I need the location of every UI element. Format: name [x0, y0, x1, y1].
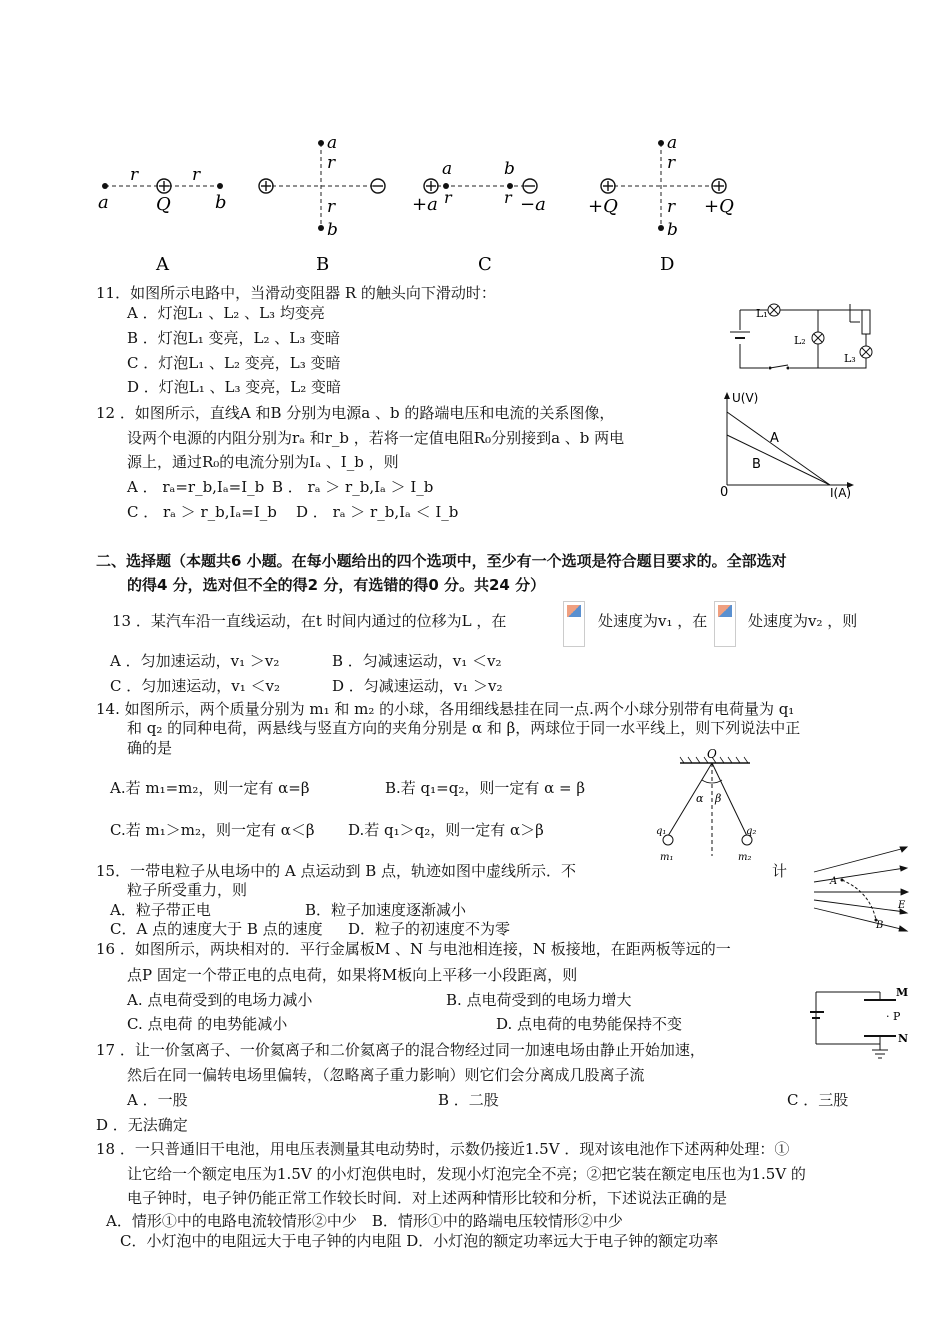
field-label-e: E	[898, 900, 906, 911]
q18-line2: 让它给一个额定电压为1.5V 的小灯泡供电时，发现小灯泡完全不亮；②把它装在额定电压也为1.5V 的	[127, 1165, 806, 1183]
circuit-l1: L₁	[756, 307, 768, 320]
q13-stem-c: 处速度为v₂ ，则	[748, 612, 858, 630]
graph-line-a: A	[770, 431, 779, 446]
graph-xlabel: I(A)	[830, 486, 852, 500]
diagram-c-label: C	[478, 254, 492, 275]
q15-option-a[interactable]: A．粒子带正电	[110, 901, 211, 919]
q17-option-d[interactable]: D ．无法确定	[96, 1116, 188, 1134]
circuit-l2: L₂	[794, 334, 806, 347]
field-point-a: A	[830, 876, 838, 887]
q11-option-c[interactable]: C ．灯泡L₁ 、L₂ 变亮，L₃ 变暗	[127, 354, 341, 372]
q12-line1: 12 ．如图所示，直线A 和B 分别为电源a 、b 的路端电压和电流的关系图像，	[96, 404, 615, 422]
q13-option-b[interactable]: B ．匀减速运动，v₁ ＜v₂	[332, 652, 502, 670]
q15-option-b[interactable]: B．粒子加速度逐渐减小	[305, 901, 467, 919]
diagram-c-a: a	[442, 159, 453, 179]
section2-heading-line1: 二、选择题（本题共6 小题。在每小题给出的四个选项中，至少有一个选项是符合题目要求的。全部选对	[96, 552, 787, 570]
q16-option-b[interactable]: B. 点电荷受到的电场力增大	[446, 991, 632, 1009]
q12-option-b[interactable]: B ． rₐ ＞ r_b,Iₐ ＞ I_b	[272, 478, 434, 496]
formula-image-2	[714, 601, 736, 647]
q16-line2: 点P 固定一个带正电的点电荷，如果将M板向上平移一小段距离，则	[127, 966, 578, 984]
q11-option-d[interactable]: D ．灯泡L₁ 、L₃ 变亮，L₂ 变暗	[127, 378, 342, 396]
diagram-a-q: Q	[156, 194, 171, 215]
q14-option-c[interactable]: C.若 m₁＞m₂，则一定有 α＜β	[110, 821, 315, 839]
diagram-d-r1: r	[667, 153, 676, 173]
pendulum-figure	[650, 746, 780, 866]
diagram-b	[259, 133, 385, 275]
ui-graph	[712, 390, 862, 500]
q16-option-d[interactable]: D. 点电荷的电势能保持不变	[496, 1015, 683, 1033]
diagram-d	[588, 133, 734, 275]
q18-options-cd[interactable]: C．小灯泡中的电阻远大于电子钟的内电阻 D．小灯泡的额定功率远大于电子钟的额定功率	[120, 1232, 719, 1250]
diagram-d-bottom: b	[667, 220, 678, 240]
q14-option-a[interactable]: A.若 m₁=m₂，则一定有 α=β	[110, 779, 310, 797]
q15-line1b: 计	[772, 862, 788, 880]
diagram-a-r1: r	[130, 165, 139, 185]
diagram-b-label: B	[316, 254, 330, 275]
pendulum-q2: q₂	[746, 826, 757, 837]
diagram-d-q1: +Q	[588, 196, 618, 217]
diagram-d-top: a	[667, 133, 678, 153]
capacitor-figure	[810, 982, 910, 1062]
q11-stem: 11．如图所示电路中，当滑动变阻器 R 的触头向下滑动时：	[96, 284, 496, 302]
q17-line2: 然后在同一偏转电场里偏转，（忽略离子重力影响）则它们会分离成几股离子流	[127, 1066, 645, 1084]
diagram-c	[412, 159, 546, 275]
diagram-c-q1: +a	[412, 194, 438, 215]
q15-option-d[interactable]: D．粒子的初速度不为零	[348, 920, 511, 938]
pendulum-q1: q₁	[656, 826, 667, 837]
q14-option-d[interactable]: D.若 q₁＞q₂，则一定有 α＞β	[348, 821, 544, 839]
diagram-a-left: a	[98, 192, 109, 213]
q14-line3: 确的是	[127, 739, 173, 757]
diagram-c-q2: −a	[520, 194, 546, 215]
q12-option-c[interactable]: C ． rₐ ＞ r_b,Iₐ=I_b	[127, 503, 277, 521]
diagram-c-b: b	[504, 159, 515, 179]
diagram-d-r2: r	[667, 197, 676, 217]
diagram-b-r2: r	[327, 197, 336, 217]
q17-line1: 17 ．让一价氢离子、一价氦离子和二价氦离子的混合物经过同一加速电场由静止开始加速，	[96, 1041, 705, 1059]
q13-option-a[interactable]: A ．匀加速运动，v₁ ＞v₂	[110, 652, 280, 670]
diagram-a	[98, 165, 227, 275]
capacitor-m: M	[896, 986, 909, 999]
q17-option-b[interactable]: B ．二股	[438, 1091, 499, 1109]
diagram-b-bottom: b	[327, 220, 338, 240]
q18-line1: 18 ．一只普通旧干电池，用电压表测量其电动势时，示数仍接近1.5V ．现对该电池作下述两种处理：①	[96, 1140, 790, 1158]
diagram-c-r1: r	[444, 188, 452, 207]
q15-line1a: 15．一带电粒子从电场中的 A 点运动到 B 点，轨迹如图中虚线所示．不	[96, 862, 577, 880]
q18-options-ab[interactable]: A．情形①中的电路电流较情形②中少 B．情形①中的路端电压较情形②中少	[106, 1212, 623, 1230]
q17-option-c[interactable]: C ．三股	[787, 1091, 849, 1109]
q16-line1: 16 ．如图所示，两块相对的．平行金属板M 、N 与电池相连接，N 板接地，在距两板等远的一	[96, 940, 731, 958]
graph-line-b: B	[752, 457, 761, 472]
section2-heading-line2: 的得4 分，选对但不全的得2 分，有选错的得0 分。共24 分）	[127, 576, 546, 594]
capacitor-n: N	[898, 1032, 909, 1045]
q15-line2: 粒子所受重力，则	[127, 881, 248, 899]
q18-line3: 电子钟时，电子钟仍能正常工作较长时间．对上述两种情形比较和分析，下述说法正确的是	[127, 1189, 728, 1207]
field-point-b: B	[876, 920, 884, 931]
q14-line2: 和 q₂ 的同种电荷，两悬线与竖直方向的夹角分别是 α 和 β，两球位于同一水平线上，则下列说法中正	[127, 719, 801, 737]
q13-stem-a: 13 ．某汽车沿一直线运动，在t 时间内通过的位移为L ，在	[112, 612, 507, 630]
field-lines-figure	[810, 842, 915, 932]
capacitor-p: · P	[886, 1010, 901, 1023]
diagram-b-r1: r	[327, 153, 336, 173]
q15-option-c[interactable]: C．A 点的速度大于 B 点的速度	[110, 920, 323, 938]
q13-option-d[interactable]: D ．匀减速运动，v₁ ＞v₂	[332, 677, 503, 695]
q13-stem-b: 处速度为v₁ ，在	[598, 612, 708, 630]
q13-option-c[interactable]: C ．匀加速运动，v₁ ＜v₂	[110, 677, 280, 695]
q17-option-a[interactable]: A ．一股	[127, 1091, 188, 1109]
pendulum-m2: m₂	[738, 852, 752, 863]
q12-option-a[interactable]: A ． rₐ=r_b,Iₐ=I_b	[127, 478, 265, 496]
q12-line2: 设两个电源的内阻分别为rₐ 和r_b ，若将一定值电阻R₀分别接到a 、b 两电	[127, 429, 625, 447]
formula-image-1	[563, 601, 585, 647]
q12-line3: 源上，通过R₀的电流分别为Iₐ 、I_b ，则	[127, 453, 399, 471]
q12-option-d[interactable]: D ． rₐ ＞ r_b,Iₐ ＜ I_b	[296, 503, 459, 521]
diagram-b-top: a	[327, 133, 338, 153]
diagram-c-r2: r	[504, 188, 512, 207]
graph-ylabel: U(V)	[732, 391, 759, 405]
graph-origin: 0	[720, 485, 729, 500]
circuit-l3: L₃	[844, 352, 856, 365]
q14-line1: 14. 如图所示，两个质量分别为 m₁ 和 m₂ 的小球，各用细线悬挂在同一点.两个小球分别带有电荷量为 q₁	[96, 700, 795, 718]
circuit-diagram	[728, 290, 878, 380]
pendulum-alpha: α	[696, 792, 704, 805]
pendulum-beta: β	[715, 792, 722, 805]
charge-diagrams-figure	[80, 128, 780, 278]
diagram-d-label: D	[660, 254, 675, 275]
q11-option-b[interactable]: B ．灯泡L₁ 变亮，L₂ 、L₃ 变暗	[127, 329, 341, 347]
diagram-a-r2: r	[192, 165, 201, 185]
pendulum-m1: m₁	[660, 852, 674, 863]
q14-option-b[interactable]: B.若 q₁=q₂，则一定有 α = β	[385, 779, 586, 797]
diagram-a-right: b	[215, 192, 227, 213]
diagram-a-label: A	[156, 254, 169, 275]
diagram-d-q2: +Q	[704, 196, 734, 217]
q11-option-a[interactable]: A ．灯泡L₁ 、L₂ 、L₃ 均变亮	[127, 304, 325, 322]
pendulum-o: O	[707, 747, 717, 761]
q16-option-c[interactable]: C. 点电荷 的电势能减小	[127, 1015, 288, 1033]
q16-option-a[interactable]: A. 点电荷受到的电场力减小	[127, 991, 313, 1009]
